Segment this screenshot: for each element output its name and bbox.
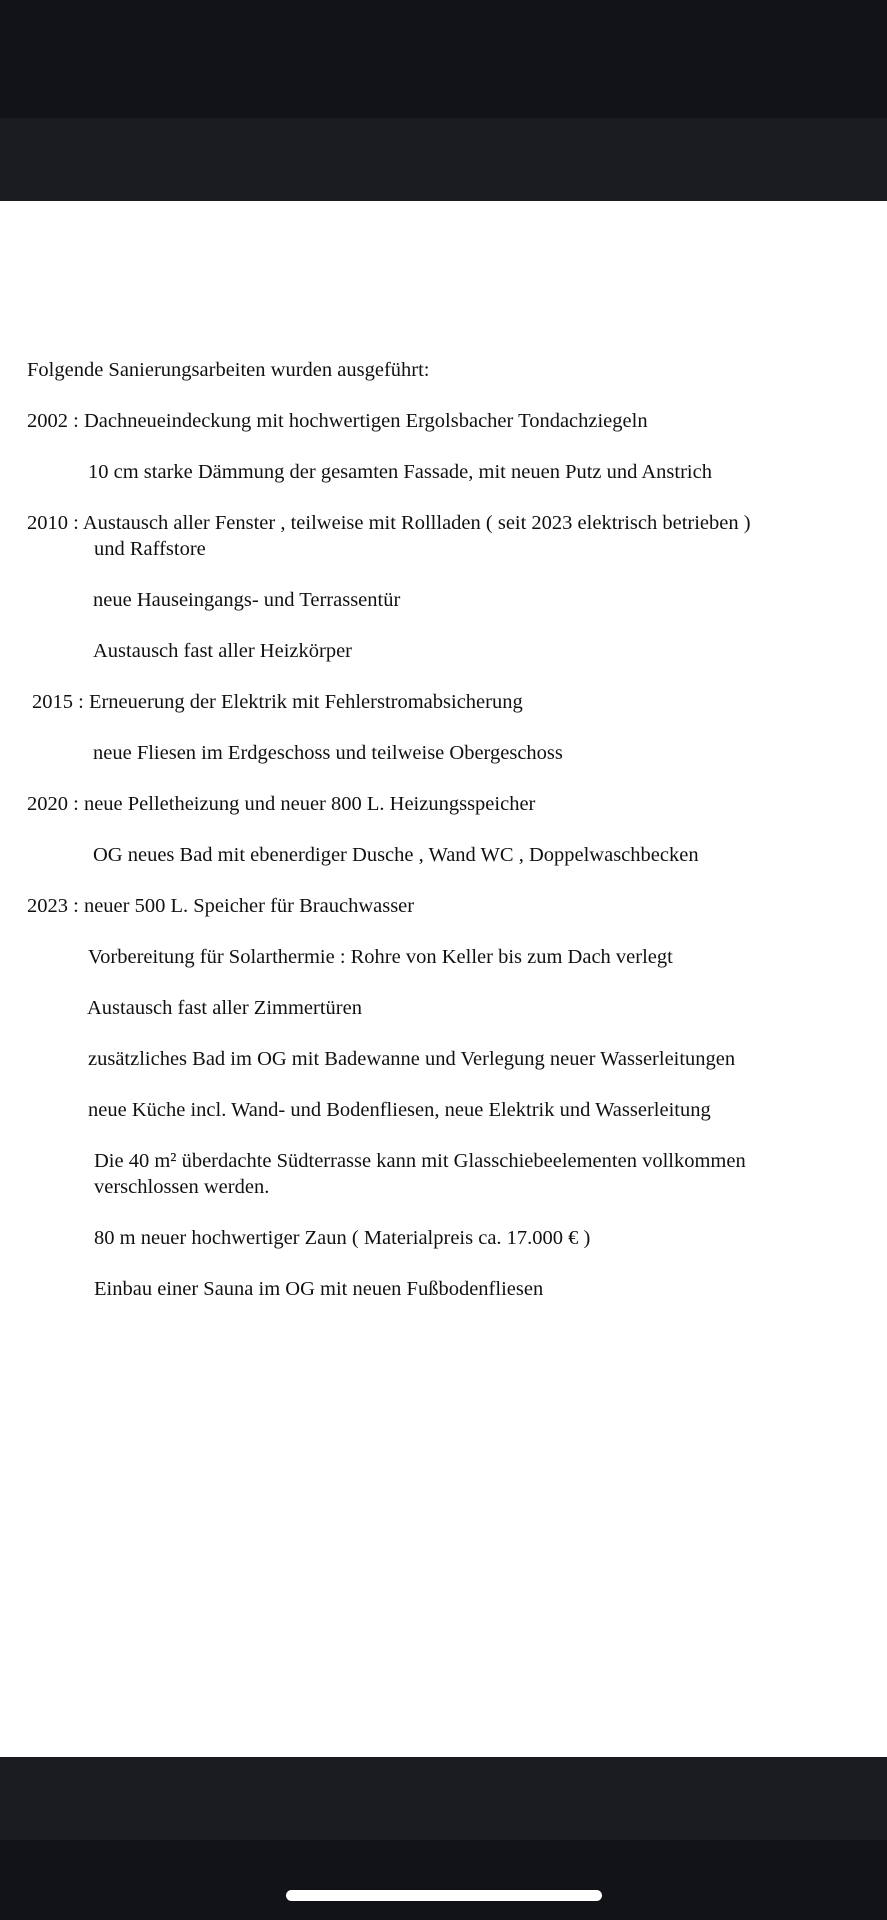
- status-bar: [0, 0, 887, 118]
- entry-2010-cont: und Raffstore: [94, 538, 206, 560]
- bottom-toolbar: [0, 1757, 887, 1840]
- home-area: [0, 1840, 887, 1920]
- entry-2002: 2002 : Dachneueindeckung mit hochwertigen Ergolsbacher Tondachziegeln: [27, 410, 648, 432]
- entry-2020: 2020 : neue Pelletheizung und neuer 800 L. Heizungsspeicher: [27, 793, 536, 815]
- document-page: [0, 201, 887, 1757]
- entry-2002-facade: 10 cm starke Dämmung der gesamten Fassade, mit neuen Putz und Anstrich: [88, 461, 712, 483]
- entry-2023-doors: Austausch fast aller Zimmertüren: [87, 997, 362, 1019]
- entry-2015-tiles: neue Fliesen im Erdgeschoss und teilweise Obergeschoss: [93, 742, 563, 764]
- entry-2023-bath: zusätzliches Bad im OG mit Badewanne und Verlegung neuer Wasserleitungen: [88, 1048, 736, 1070]
- entry-2015: 2015 : Erneuerung der Elektrik mit Fehlerstromabsicherung: [32, 691, 523, 713]
- entry-2010: 2010 : Austausch aller Fenster , teilweise mit Rollladen ( seit 2023 elektrisch betrieben ): [27, 512, 751, 534]
- entry-2023-kitchen: neue Küche incl. Wand- und Bodenfliesen, neue Elektrik und Wasserleitung: [88, 1099, 711, 1121]
- intro-line: Folgende Sanierungsarbeiten wurden ausgeführt:: [27, 359, 430, 381]
- top-toolbar: [0, 118, 887, 201]
- entry-2020-bath: OG neues Bad mit ebenerdiger Dusche , Wand WC , Doppelwaschbecken: [93, 844, 699, 866]
- entry-2010-radiators: Austausch fast aller Heizkörper: [93, 640, 352, 662]
- entry-2023-sauna: Einbau einer Sauna im OG mit neuen Fußbodenfliesen: [94, 1278, 544, 1300]
- entry-2023-terrace-cont: verschlossen werden.: [94, 1176, 270, 1198]
- entry-2023-fence: 80 m neuer hochwertiger Zaun ( Materialpreis ca. 17.000 € ): [94, 1227, 591, 1249]
- home-indicator[interactable]: [286, 1890, 602, 1901]
- entry-2023-solar: Vorbereitung für Solarthermie : Rohre von Keller bis zum Dach verlegt: [88, 946, 673, 968]
- entry-2023-terrace: Die 40 m² überdachte Südterrasse kann mit Glasschiebeelementen vollkommen: [94, 1150, 746, 1172]
- entry-2023: 2023 : neuer 500 L. Speicher für Brauchwasser: [27, 895, 415, 917]
- entry-2010-doors: neue Hauseingangs- und Terrassentür: [93, 589, 401, 611]
